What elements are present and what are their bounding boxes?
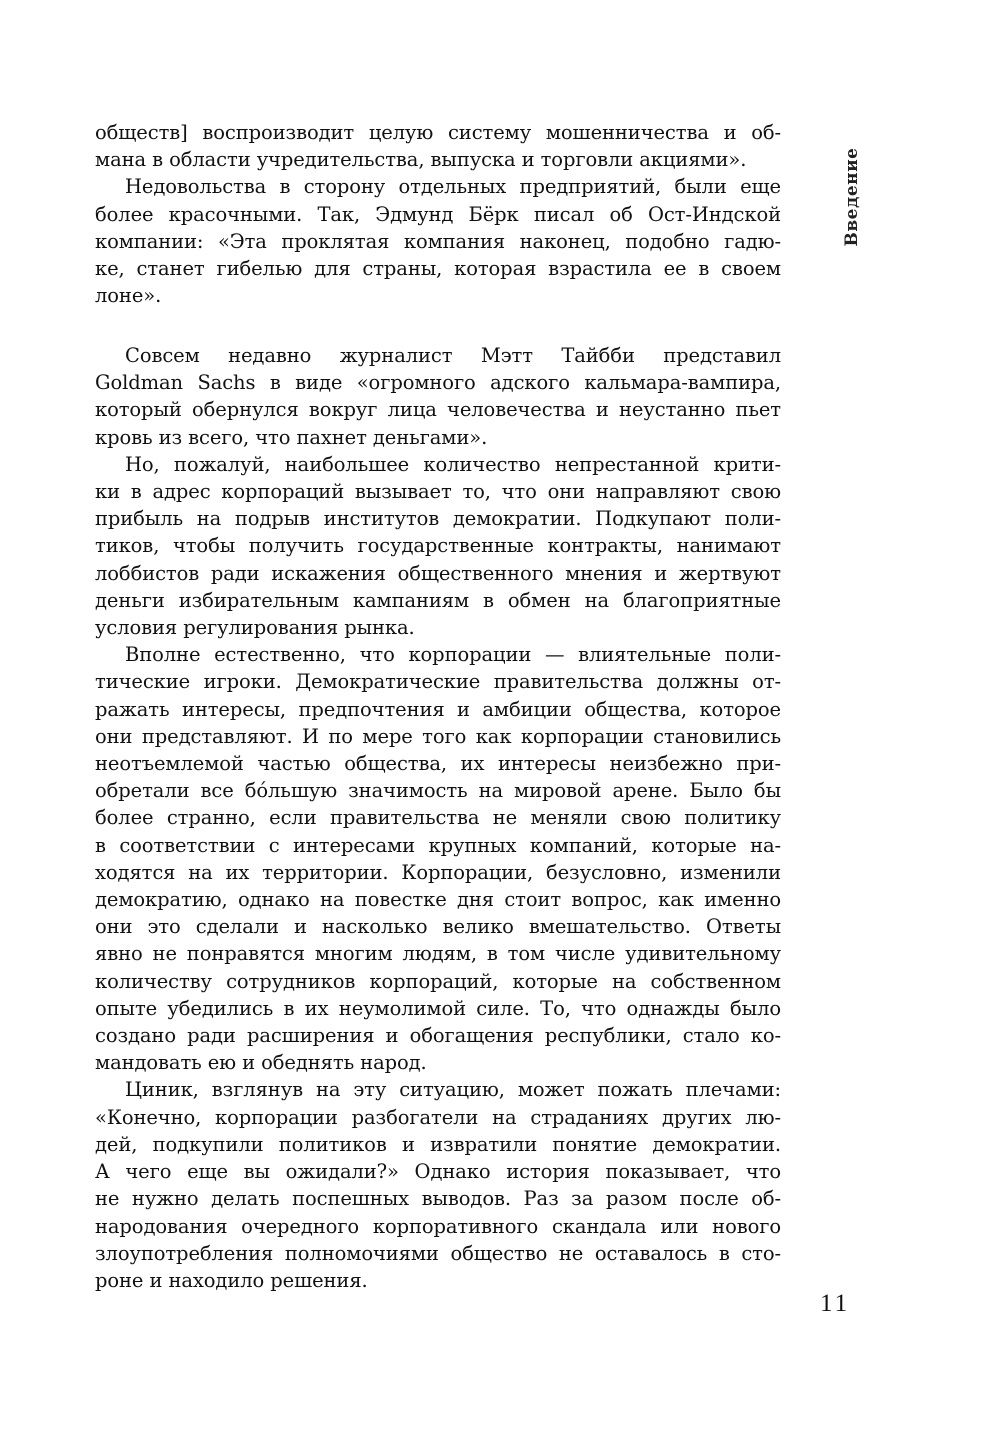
- paragraph: [95, 1076, 781, 1294]
- text-line: явно не понравятся многим людям, в том числе удивительному: [95, 942, 781, 966]
- text-line: более красочными. Так, Эдмунд Бёрк писал об Ост-Индской: [95, 202, 781, 226]
- text-line: Недовольства в сторону отдельных предприятий, были еще: [125, 175, 781, 199]
- text-line: мандовать ею и обеднять народ.: [95, 1051, 427, 1075]
- text-line: создано ради расширения и обогащения республики, стало ко-: [95, 1024, 781, 1048]
- text-line: деньги избирательным кампаниям в обмен на благоприятные: [95, 588, 781, 612]
- paragraph: [95, 119, 781, 173]
- text-line: Совсем недавно журналист Мэтт Тайбби представил: [125, 344, 781, 367]
- paragraph: [95, 451, 781, 641]
- text-line: ходятся на их территории. Корпорации, безусловно, изменили: [95, 860, 781, 884]
- text-line: злоупотребления полномочиями общество не оставалось в сто-: [95, 1241, 781, 1265]
- text-line: они это сделали и насколько велико вмешательство. Ответы: [95, 915, 781, 939]
- text-line: обретали все бóльшую значимость на мировой арене. Было бы: [95, 779, 781, 803]
- text-line: Циник, взглянув на эту ситуацию, может пожать плечами:: [125, 1078, 781, 1102]
- paragraph: [95, 641, 781, 1076]
- text-line: обществ] воспроизводит целую систему мошенничества и об-: [95, 121, 781, 144]
- text-line: ки в адрес корпораций вызывает то, что они направляют свою: [95, 480, 781, 504]
- running-head-label: Введение: [842, 147, 862, 247]
- text-line: демократию, однако на повестке дня стоит вопрос, как именно: [95, 888, 781, 912]
- text-line: более странно, если правительства не меняли свою политику: [95, 806, 781, 830]
- text-line: А чего еще вы ожидали?» Однако история показывает, что: [95, 1160, 781, 1184]
- paragraph: [95, 173, 781, 309]
- text-line: Goldman Sachs в виде «огромного адского кальмара-вампира,: [95, 371, 781, 395]
- text-line: ражать интересы, предпочтения и амбиции общества, которое: [95, 697, 781, 721]
- text-line: который обернулся вокруг лица человечества и неустанно пьет: [95, 398, 781, 422]
- text-line: компании: «Эта проклятая компания наконец, подобно гадю-: [95, 229, 781, 253]
- text-line: тиков, чтобы получить государственные контракты, нанимают: [95, 534, 781, 558]
- text-line: ке, станет гибелью для страны, которая взрастила ее в своем: [95, 257, 781, 281]
- text-line: тические игроки. Демократические правительства должны от-: [95, 670, 781, 694]
- text-line: мана в области учредительства, выпуска и торговли акциями».: [95, 148, 747, 172]
- text-line: прибыль на подрыв институтов демократии. Подкупают поли-: [95, 507, 781, 531]
- text-line: лоббистов ради искажения общественного мнения и жертвуют: [95, 561, 781, 585]
- text-line: Вполне естественно, что корпорации — влиятельные поли-: [125, 643, 781, 667]
- text-line: в соответствии с интересами крупных компаний, которые на-: [95, 833, 781, 857]
- text-line: опыте убедились в их неумолимой силе. То, что однажды было: [95, 996, 781, 1020]
- paragraph: [95, 342, 781, 451]
- text-line: роне и находило решения.: [95, 1268, 368, 1292]
- running-head: [836, 147, 868, 247]
- text-section-main: [95, 342, 781, 1294]
- text-line: дей, подкупили политиков и извратили понятие демократии.: [95, 1132, 781, 1156]
- text-line: не нужно делать поспешных выводов. Раз за разом после об-: [95, 1187, 781, 1211]
- text-line: количеству сотрудников корпораций, которые на собственном: [95, 969, 781, 993]
- page-number: 11: [820, 1290, 851, 1317]
- text-line: условия регулирования рынка.: [95, 616, 415, 640]
- text-line: неотъемлемой частью общества, их интересы неизбежно при-: [95, 752, 781, 776]
- text-line: лоне».: [95, 284, 162, 308]
- text-line: они представляют. И по мере того как корпорации становились: [95, 724, 781, 748]
- text-line: «Конечно, корпорации разбогатели на страданиях других лю-: [95, 1105, 781, 1129]
- text-line: народования очередного корпоративного скандала или нового: [95, 1214, 781, 1238]
- text-line: Но, пожалуй, наибольшее количество непрестанной крити-: [125, 452, 781, 476]
- text-section-top: [95, 119, 781, 309]
- text-line: кровь из всего, что пахнет деньгами».: [95, 425, 488, 449]
